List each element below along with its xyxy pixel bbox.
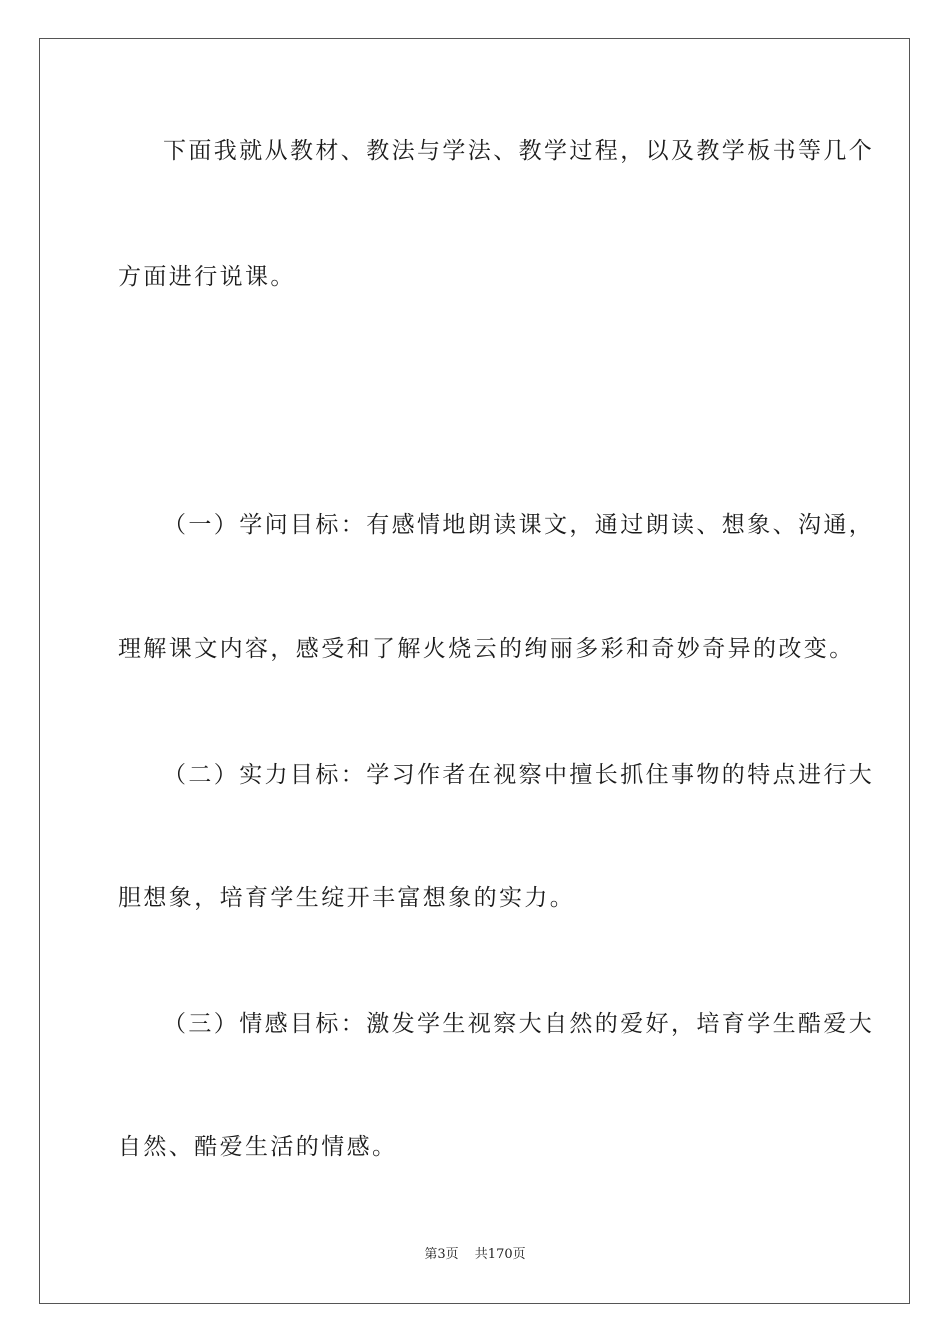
text-line: （一）学问目标：有感情地朗读课文，通过朗读、想象、沟通， [163, 512, 875, 538]
page-border [39, 38, 910, 1304]
text-line: 理解课文内容，感受和了解火烧云的绚丽多彩和奇妙奇异的改变。 [118, 636, 855, 662]
page-number: 第3页 [424, 1247, 459, 1262]
page-total: 共170页 [474, 1247, 526, 1262]
text-line: 胆想象，培育学生绽开丰富想象的实力。 [118, 885, 576, 911]
text-line: （二）实力目标：学习作者在视察中擅长抓住事物的特点进行大 [163, 762, 875, 788]
text-line: 方面进行说课。 [118, 264, 296, 290]
text-line: （三）情感目标：激发学生视察大自然的爱好，培育学生酷爱大 [163, 1011, 875, 1037]
text-line: 下面我就从教材、教法与学法、教学过程，以及教学板书等几个 [163, 138, 875, 164]
text-line: 自然、酷爱生活的情感。 [118, 1134, 398, 1160]
page-footer [0, 1246, 950, 1264]
